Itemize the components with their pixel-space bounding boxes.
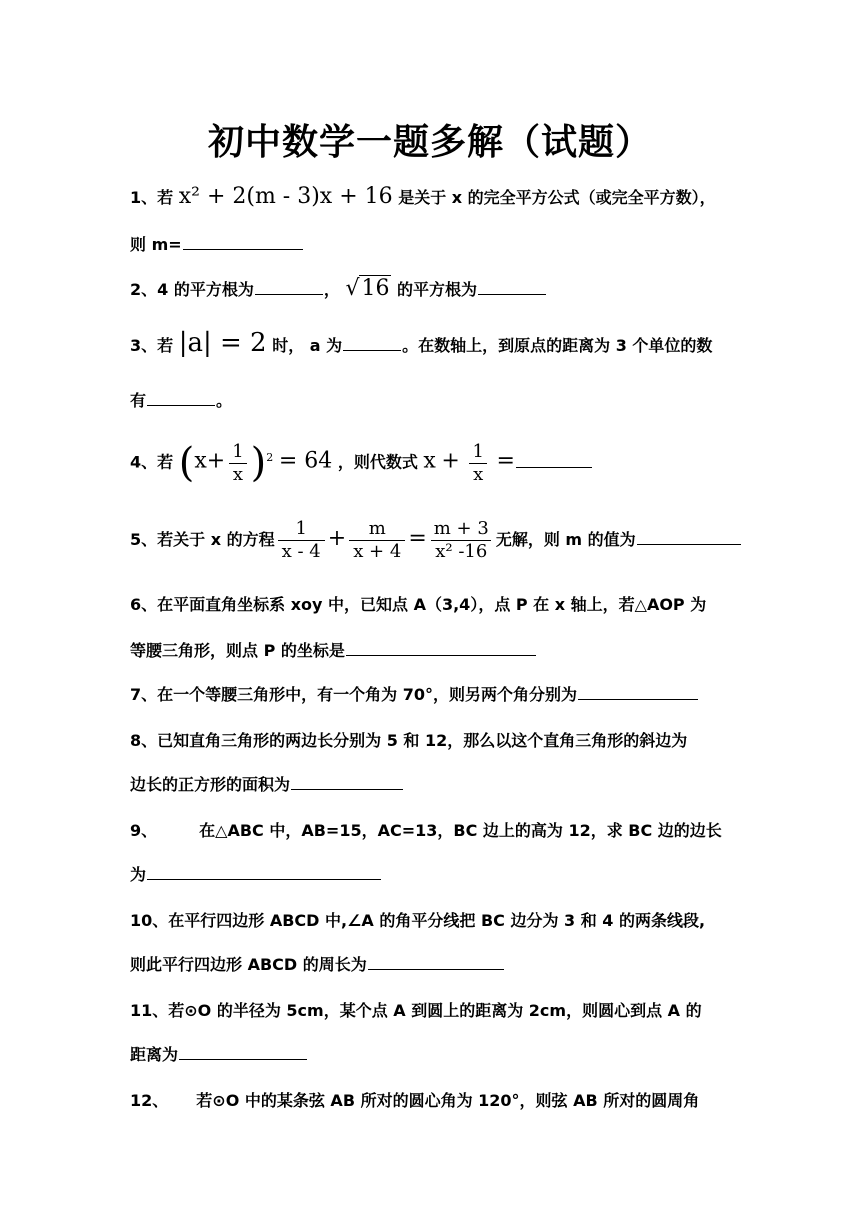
q4-text-b: ，则代数式 bbox=[337, 452, 418, 472]
q3-text-b: 时， a 为 bbox=[272, 336, 343, 355]
q3-line2-a: 有 bbox=[130, 391, 147, 410]
answer-blank[interactable] bbox=[346, 654, 536, 656]
q4-plus: + bbox=[206, 448, 226, 474]
question-9 bbox=[130, 818, 750, 841]
question-4: 4、若 (x+ $\frac{1}{x}$ )$^2$ = 64 ，则代数式 x + $\frac{1}{x}$ = bbox=[130, 440, 750, 486]
q4-text-a: 4、若 bbox=[130, 452, 174, 472]
answer-blank[interactable] bbox=[147, 878, 381, 880]
question-12 bbox=[130, 1088, 750, 1111]
fraction-2: $\frac{m}{x + 4}$ bbox=[349, 518, 405, 563]
question-1-line-2 bbox=[130, 232, 750, 255]
q3-text-a: 3、若 bbox=[130, 336, 174, 355]
q1-text: 是关于 x 的完全平方公式（或完全平方数）， bbox=[398, 188, 716, 207]
page-title: 初中数学一题多解（试题） bbox=[207, 122, 652, 163]
answer-blank[interactable] bbox=[343, 349, 401, 351]
q4-eq: = bbox=[496, 448, 515, 474]
question-10: 10、在平行四边形 ABCD 中,∠A 的角平分线把 BC 边分为 3 和 4 的两条线段, bbox=[130, 911, 706, 930]
question-8: 8、已知直角三角形的两边长分别为 5 和 12，那么以这个直角三角形的斜边为 bbox=[130, 731, 688, 750]
q5-text-a: 5、若关于 x 的方程 bbox=[130, 530, 275, 549]
q2-comma: ， bbox=[323, 280, 340, 299]
question-11-line-2 bbox=[130, 1042, 750, 1065]
q2-text-a: 2、4 的平方根为 bbox=[130, 280, 254, 299]
answer-blank[interactable] bbox=[478, 293, 546, 295]
fraction-1: $\frac{1}{x - 4}$ bbox=[278, 518, 325, 563]
answer-blank[interactable] bbox=[255, 293, 323, 295]
answer-blank[interactable] bbox=[637, 543, 741, 545]
answer-blank[interactable] bbox=[291, 788, 403, 790]
q6-line2-text: 等腰三角形，则点 P 的坐标是 bbox=[130, 641, 345, 660]
q3-text-c: 。在数轴上，到原点的距离为 3 个单位的数 bbox=[402, 336, 713, 355]
q9-line2-text: 为 bbox=[130, 865, 147, 884]
q4-var: x bbox=[194, 448, 207, 474]
q11-line2-text: 距离为 bbox=[130, 1045, 179, 1064]
q4-plus-2: + bbox=[441, 448, 460, 474]
question-5: 5、若关于 x 的方程 $\frac{1}{x - 4}$ + $\frac{m}{x + 4}$ = $\frac{m + 3}{\text{x² -16}}$ 无解，则 m 的值为 bbox=[130, 518, 750, 563]
q9-text: 在△ABC 中，AB=15，AC=13，BC 边上的高为 12，求 BC 边的边长 bbox=[199, 821, 722, 840]
question-10-line-2 bbox=[130, 952, 750, 975]
question-7 bbox=[130, 682, 750, 705]
q12-text: 若⊙O 中的某条弦 AB 所对的圆心角为 120°，则弦 AB 所对的圆周角 bbox=[196, 1091, 700, 1110]
radicand: 16 bbox=[361, 276, 390, 301]
q3-line2-b: 。 bbox=[216, 391, 233, 410]
q8-line2-text: 边长的正方形的面积为 bbox=[130, 775, 291, 794]
q1-expression: x² + 2(m - 3)x + 16 bbox=[178, 184, 393, 209]
q1-answer-label: 则 m= bbox=[130, 235, 182, 254]
sqrt-expression: √16 bbox=[345, 276, 390, 301]
question-1 bbox=[130, 184, 750, 209]
question-8-line-2 bbox=[130, 772, 750, 795]
q12-number: 12、 bbox=[130, 1091, 169, 1110]
question-9-line-2 bbox=[130, 862, 750, 885]
answer-blank[interactable] bbox=[516, 466, 592, 468]
q1-prefix: 1、若 bbox=[130, 188, 174, 207]
fraction: $\frac{1}{x}$ bbox=[228, 441, 247, 486]
question-3-line-2 bbox=[130, 388, 750, 411]
q3-expression: |a| = 2 bbox=[178, 328, 267, 358]
q5-text-b: 无解，则 m 的值为 bbox=[495, 530, 636, 549]
q4-eq64: = 64 bbox=[278, 448, 333, 474]
q2-text-b: 的平方根为 bbox=[397, 280, 478, 299]
q4-var-2: x bbox=[423, 448, 436, 474]
q10-line2-text: 则此平行四边形 ABCD 的周长为 bbox=[130, 955, 367, 974]
question-6-line-2 bbox=[130, 638, 750, 661]
question-2 bbox=[130, 276, 750, 301]
question-6: 6、在平面直角坐标系 xoy 中，已知点 A（3,4），点 P 在 x 轴上，若△AOP 为 bbox=[130, 595, 707, 614]
question-3 bbox=[130, 328, 750, 358]
q9-number: 9、 bbox=[130, 821, 158, 840]
fraction: $\frac{1}{x}$ bbox=[468, 441, 487, 486]
answer-blank[interactable] bbox=[578, 698, 698, 700]
question-11: 11、若⊙O 的半径为 5cm，某个点 A 到圆上的距离为 2cm，则圆心到点 A 的 bbox=[130, 1001, 702, 1020]
answer-blank[interactable] bbox=[147, 404, 215, 406]
answer-blank[interactable] bbox=[183, 248, 303, 250]
fraction-3: $\frac{m + 3}{\text{x² -16}}$ bbox=[430, 518, 493, 563]
answer-blank[interactable] bbox=[179, 1058, 307, 1060]
answer-blank[interactable] bbox=[368, 968, 504, 970]
q7-text: 7、在一个等腰三角形中，有一个角为 70°，则另两个角分别为 bbox=[130, 685, 577, 704]
